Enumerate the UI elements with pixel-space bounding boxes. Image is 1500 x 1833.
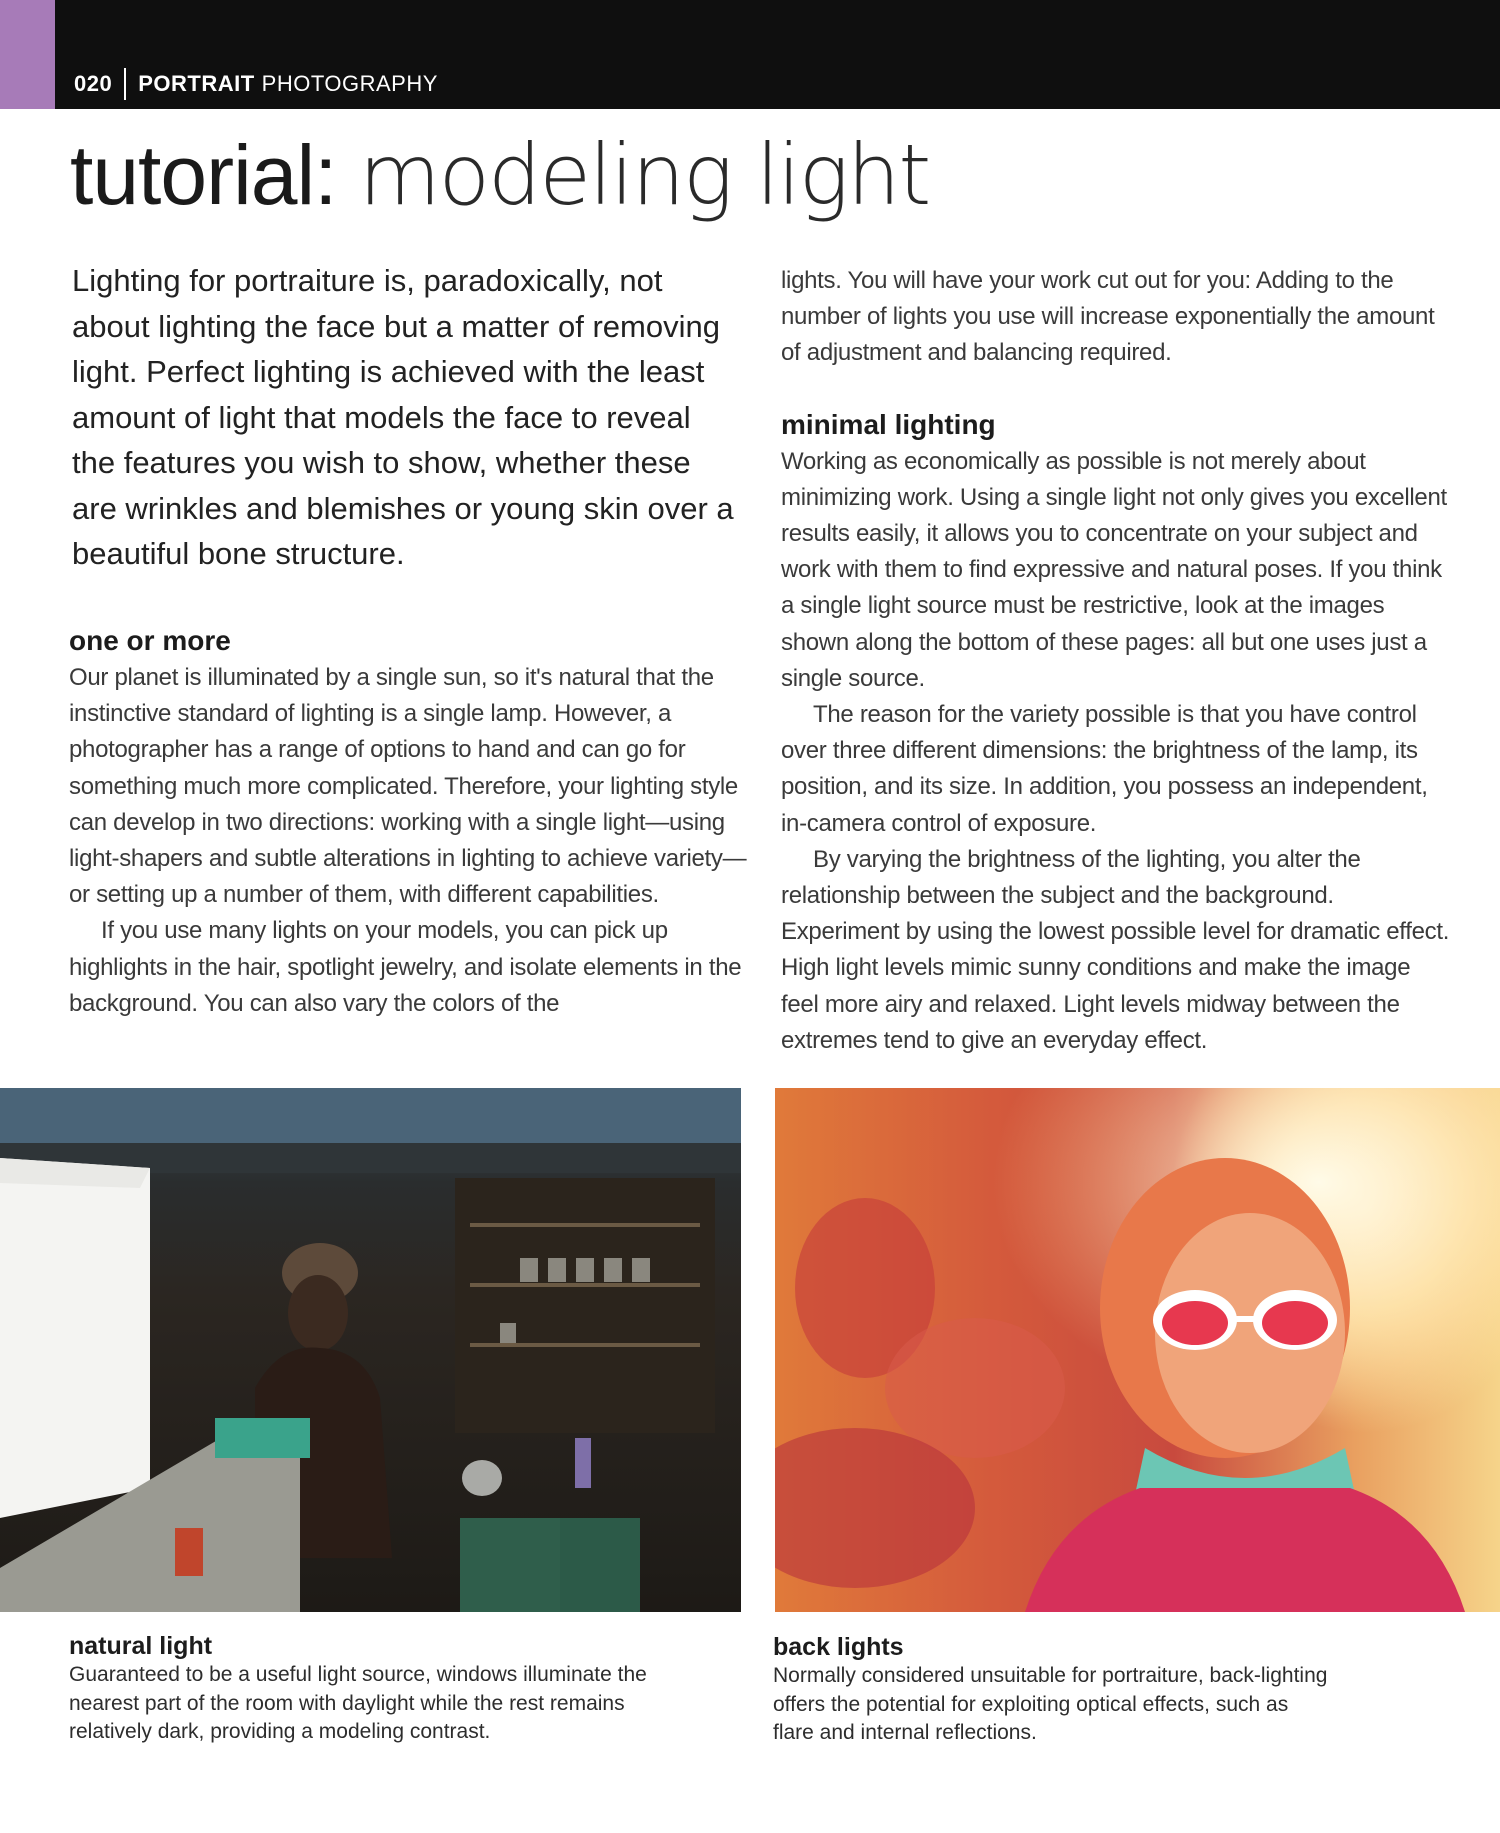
caption-heading-back-lights: back lights — [773, 1633, 904, 1661]
subhead-minimal-lighting: minimal lighting — [781, 408, 996, 440]
caption-heading-natural-light: natural light — [69, 1632, 213, 1660]
backlit-girl-illustration — [775, 1088, 1500, 1612]
body-paragraph-continued: lights. You will have your work cut out for you: Adding to the number of lights you use will increase exponentially the amount of adjustment and balancing required. — [781, 267, 1435, 367]
right-column — [781, 263, 1451, 1059]
body-paragraph: Our planet is illuminated by a single sun, so it's natural that the instinctive standard of lighting is a single lamp. However, a photographer has a range of options to hand and can go for something much more complicated. Therefore, your lighting style can develop in two directions: working with a single light—using light-shapers and subtle alterations in lighting to achieve variety—or setting up a number of them, with different capabilities. — [69, 664, 747, 909]
running-head-divider — [124, 68, 126, 100]
header-accent-tab — [0, 0, 55, 109]
photo-back-lights — [775, 1088, 1500, 1612]
body-paragraph: By varying the brightness of the lighting, you alter the relationship between the subject and the background. Experiment by using the lowest possible level for dramatic effect. High light levels mimic sunny conditions and make the image feel more airy and relaxed. Light levels midway between the extremes tend to give an everyday effect. — [781, 845, 1450, 1054]
title-rest: modeling light — [358, 126, 930, 224]
left-column — [69, 622, 759, 1022]
section-name-light: PHOTOGRAPHY — [261, 71, 438, 96]
intro-paragraph: Lighting for portraiture is, paradoxically, not about lighting the face but a matter of removing light. Perfect lighting is achieved with the least amount of light that models the face to reveal the features you wish to show, whether these are wrinkles and blemishes or young skin over a beautiful bone structure. — [72, 263, 734, 571]
page-title — [70, 120, 929, 230]
section-name-bold: PORTRAIT — [138, 71, 255, 96]
kitchen-scene-illustration — [0, 1088, 741, 1612]
caption-text-back-lights: Normally considered unsuitable for portraiture, back-lighting offers the potential for exploiting optical effects, such as flare and internal reflections. — [773, 1664, 1328, 1744]
caption-text-natural-light: Guaranteed to be a useful light source, windows illuminate the nearest part of the room with daylight while the rest remains relatively dark, providing a modeling contrast. — [69, 1663, 647, 1743]
body-paragraph: If you use many lights on your models, you can pick up highlights in the hair, spotlight jewelry, and isolate elements in the background. You can also vary the colors of the — [69, 917, 742, 1017]
photo-natural-light — [0, 1088, 741, 1612]
subhead-one-or-more: one or more — [69, 625, 231, 656]
body-paragraph: Working as economically as possible is not merely about minimizing work. Using a single light not only gives you excellent results easily, it allows you to concentrate on your subject and work with them to find expressive and natural poses. If you think a single light source must be restrictive, look at the images shown along the bottom of these pages: all but one uses just a single source. — [781, 447, 1447, 692]
page-number: 020 — [74, 71, 113, 96]
running-head — [74, 68, 438, 100]
title-lead: tutorial: — [70, 128, 337, 222]
body-paragraph: The reason for the variety possible is that you have control over three different dimensions: the brightness of the lamp, its position, and its size. In addition, you possess an independent, in-camera control of exposure. — [781, 701, 1428, 837]
